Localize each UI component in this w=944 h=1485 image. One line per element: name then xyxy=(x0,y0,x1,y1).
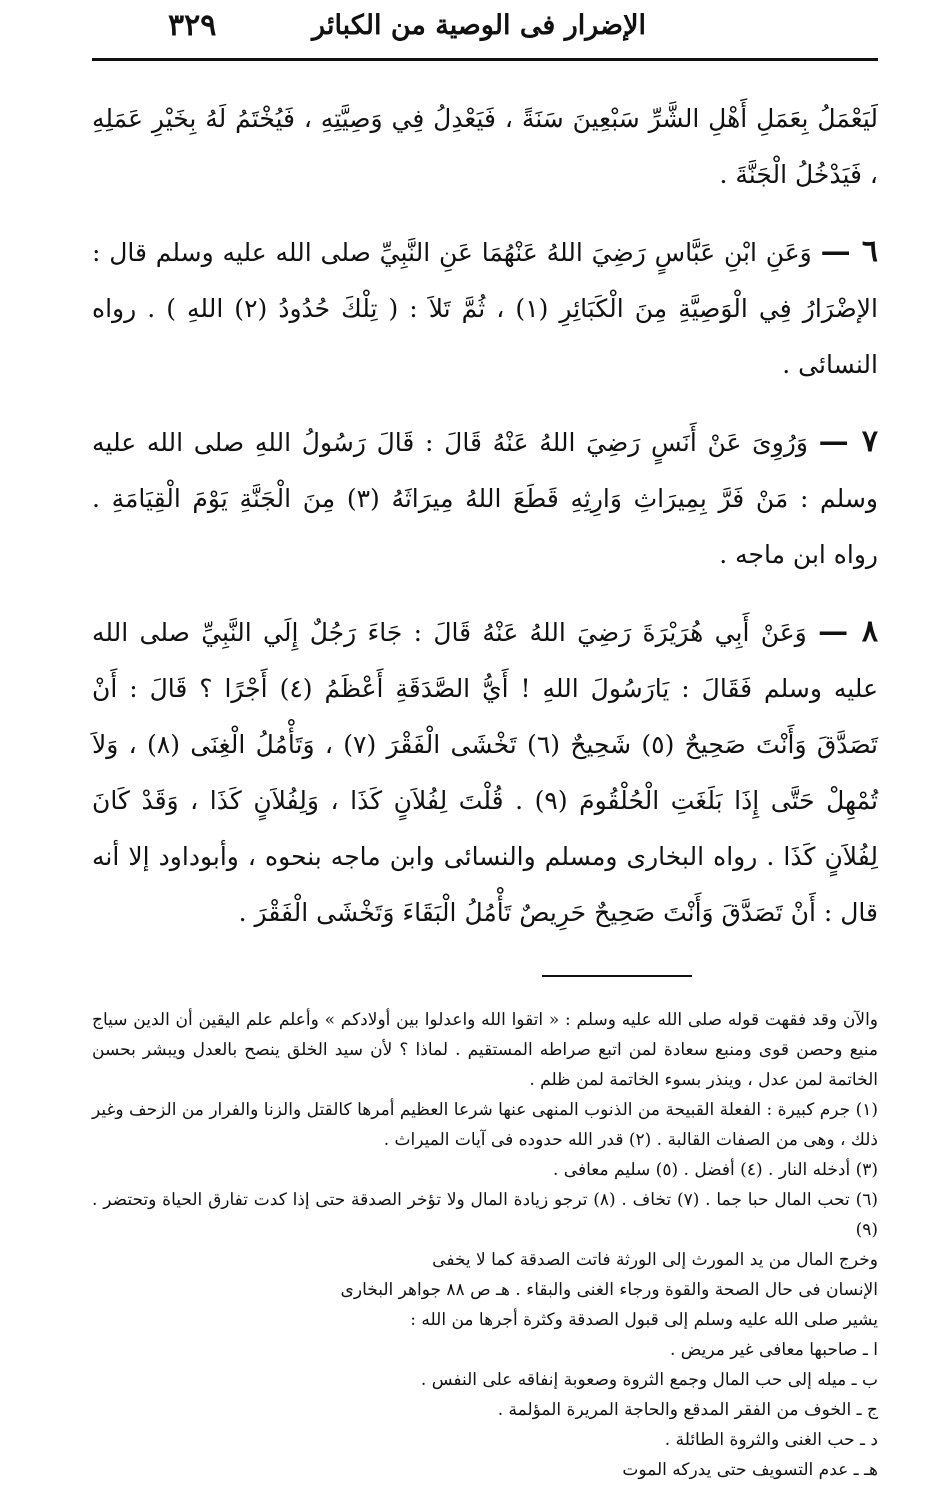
footnote-tail: الإنسان فى حال الصحة والقوة ورجاء الغنى والبقاء . هـ ص ٨٨ جواهر البخارى xyxy=(340,1280,878,1300)
footnote-points xyxy=(92,1335,878,1485)
hadith-8 xyxy=(92,604,878,941)
main-text xyxy=(92,91,878,941)
footnotes xyxy=(92,1005,878,1485)
footnote-1: (١) جرم كبيرة : الفعلة القبيحة من الذنوب المنهى عنها شرعا العظيم أمرها كالقتل والزنا والفرار من الزحف وغير ذلك ، وهى من الصفات القالبة . (٢) قدر الله حدوده فى آيات الميراث . xyxy=(92,1100,878,1150)
hadith-7 xyxy=(92,414,878,583)
hadith-text: وَرُوِىَ عَنْ أَنَسٍ رَضِيَ اللهُ عَنْهُ قَالَ : قَالَ رَسُولُ اللهِ صلى الله عليه وسلم : مَنْ فَرَّ بِمِيرَاثِ وَارِثِهِ قَطَعَ اللهُ مِيرَاثَهُ (٣) مِنَ الْجَنَّةِ يَوْمَ الْقِيَامَةِ . رواه ابن ماجه . xyxy=(92,428,878,569)
footnote-3: (٣) أدخله النار . (٤) أفضل . (٥) سليم معافى . xyxy=(552,1160,878,1180)
hadith-text: وَعَنْ أَبِي هُرَيْرَةَ رَضِيَ اللهُ عَنْهُ قَالَ : جَاءَ رَجُلٌ إِلَي النَّبِيِّ صلى الله عليه وسلم فَقَالَ : يَارَسُولَ اللهِ ! أَيُّ الصَّدَقَةِ أَعْظَمُ (٤) أَجْرًا ؟ قَالَ : أَنْ تَصَدَّقَ وَأَنْتَ صَحِيحٌ (٥) شَحِيحٌ (٦) تَخْشَى الْفَقْرَ (٧) ، وَتَأْمُلُ الْغِنَى (٨) ، وَلاَ تُمْهِلْ حَتَّى إِذَا بَلَغَتِ الْحُلْقُومَ (٩) . قُلْتَ لِفُلاَنٍ كَذَا ، وَلِفُلاَنٍ كَذَا ، وَقَدْ كَانَ لِفُلاَنٍ كَذَا . رواه البخارى ومسلم والنسائى وابن ماجه بنحوه ، وأبوداود إلا أنه قال : أَنْ تَصَدَّقَ وَأَنْتَ صَحِيحٌ حَرِيصٌ تَأْمُلُ الْبَقَاءَ وَتَخْشَى الْفَقْرَ . xyxy=(92,618,879,927)
hadith-text: وَعَنِ ابْنِ عَبَّاسٍ رَضِيَ اللهُ عَنْهُمَا عَنِ النَّبِيِّ صلى الله عليه وسلم قال : الإضْرَارُ فِي الْوَصِيَّةِ مِنَ الْكَبَائِرِ (١) ، ثُمَّ تَلاَ : ( تِلْكَ حُدُودُ (٢) اللهِ ) . رواه النسائى . xyxy=(92,238,878,379)
footnote-intro: والآن وقد فقهت قوله صلى الله عليه وسلم : « اتقوا الله واعدلوا بين أولادكم » وأعلم علم اليقين أن الدين سياج منيع وحصن قوى ومنبع سعادة لمن اتبع صراطه المستقيم . لماذا ؟ لأن سيد الخلق ينصح بالعدل ويبشر بحسن الخاتمة لمن عدل ، وينذر بسوء الخاتمة لمن ظلم . xyxy=(92,1010,878,1090)
page-header xyxy=(92,0,878,61)
footnote-6: (٦) تحب المال حبا جما . (٧) تخاف . (٨) ترجو زيادة المال ولا تؤخر الصدقة حتى إذا كدت تفارق الحياة وتحتضر . (٩) xyxy=(92,1190,878,1240)
paragraph-text: لَيَعْمَلُ بِعَمَلِ أَهْلِ الشَّرِّ سَبْعِينَ سَنَةً ، فَيَعْدِلُ فِي وَصِيَّتِهِ ، فَيُخْتَمُ لَهُ بِخَيْرِ عَمَلِهِ ، فَيَدْخُلُ الْجَنَّةَ . xyxy=(92,104,878,189)
list-item: ا ـ صاحبها معافى غير مريض . xyxy=(669,1340,878,1360)
paragraph-continuation xyxy=(92,91,878,203)
hadith-number: ٦ — xyxy=(820,234,878,269)
list-item: د ـ حب الغنى والثروة الطائلة . xyxy=(664,1430,878,1450)
list-item: هـ ـ عدم التسويف حتى يدركه الموت xyxy=(622,1460,878,1480)
running-title: الإضرار فى الوصية من الكبائر xyxy=(312,10,646,41)
list-item: ب ـ ميله إلى حب المال وجمع الثروة وصعوبة إنفاقه على النفس . xyxy=(420,1370,878,1390)
page-number: ٣٢٩ xyxy=(168,8,217,43)
hadith-number: ٧ — xyxy=(818,424,878,459)
footnote-separator xyxy=(542,975,692,977)
hadith-number: ٨ — xyxy=(818,614,878,649)
footnote-summary-intro: يشير صلى الله عليه وسلم إلى قبول الصدقة وكثرة أجرها من الله : xyxy=(410,1310,878,1330)
footnote-9-continued: وخرج المال من يد المورث إلى الورثة فاتت الصدقة كما لا يخفى xyxy=(432,1250,878,1270)
list-item: ج ـ الخوف من الفقر المدقع والحاجة المريرة المؤلمة . xyxy=(497,1400,878,1420)
hadith-6 xyxy=(92,224,878,393)
